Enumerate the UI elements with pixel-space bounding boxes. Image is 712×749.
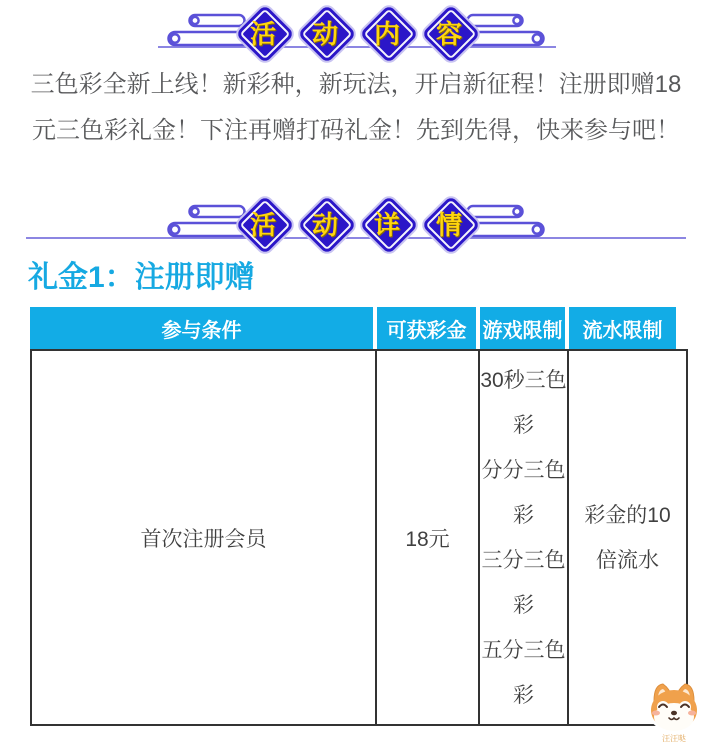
promo-table-body [30,349,688,726]
banner-diamond [235,4,291,60]
banner-char: 容 [435,18,462,49]
cell-game-limit [480,351,569,724]
game-name: 五分三色彩 [481,638,566,707]
header-cell-turnover-limit: 流水限制 [569,307,676,349]
banner-char: 动 [311,18,338,49]
cell-condition: 首次注册会员 [32,351,377,724]
shiba-dog-icon [644,681,704,733]
banner-char: 情 [435,209,462,240]
banner-diamond [421,4,477,60]
banner-diamond [297,4,353,60]
banner-diamond [297,195,353,251]
intro-paragraph: 三色彩全新上线！新彩种，新玩法，开启新征程！注册即赠18元三色彩礼金！下注再赠打码礼金！先到先得，快来参与吧！ [30,71,682,144]
banner-char: 详 [373,209,400,240]
banner-char: 活 [249,18,276,49]
banner-activity-details [0,193,712,253]
banner-char: 内 [373,18,400,49]
banner-diamond [359,195,415,251]
shiba-dog-mascot [644,681,704,749]
game-name: 三分三色彩 [481,548,566,617]
turnover-text: 彩金的10倍流水 [584,503,671,572]
banner-diamond [235,195,291,251]
banner-diamond [359,4,415,60]
header-cell-bonus: 可获彩金 [377,307,480,349]
banner-activity-content [0,2,712,62]
banner-char: 动 [311,209,338,240]
section-title-gift1: 礼金1：注册即赠 [28,261,255,294]
game-name: 分分三色彩 [481,458,566,527]
header-cell-game-limit: 游戏限制 [480,307,569,349]
banner-diamond [421,195,477,251]
promo-table-header [30,307,688,349]
cell-turnover-limit [569,351,686,724]
cell-bonus: 18元 [377,351,480,724]
banner-char: 活 [249,209,276,240]
header-cell-condition: 参与条件 [30,307,377,349]
game-name: 30秒三色彩 [480,368,567,437]
mascot-label: 汪汪哒 [662,734,686,743]
